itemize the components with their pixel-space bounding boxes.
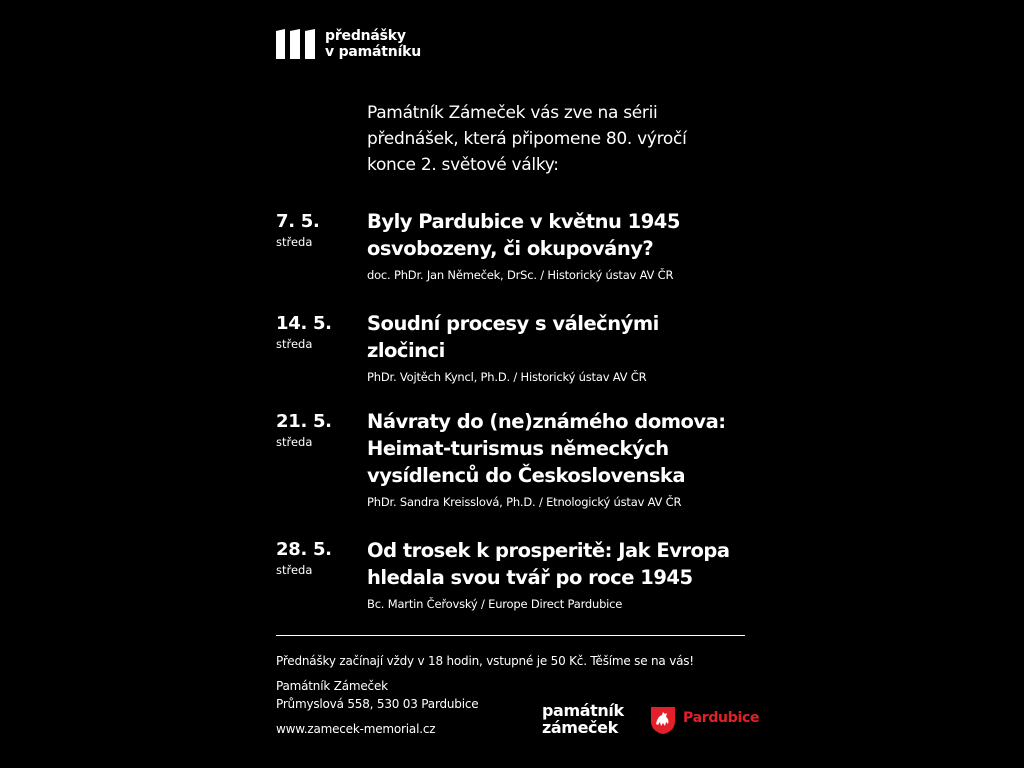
event-date-block [276,411,332,449]
event-date: 28. 5. [276,539,332,560]
event-speaker: Bc. Martin Čeřovský / Europe Direct Pardubice [367,597,623,611]
pamatnik-logo-line1: památník [542,701,624,720]
event-date-block [276,211,320,249]
pamatnik-logo-line2: zámeček [542,718,618,737]
event-title-line: Byly Pardubice v květnu 1945 [367,210,680,233]
event-title-line: Heimat-turismus německých [367,437,669,460]
event-title-line: Od trosek k prosperitě: Jak Evropa [367,539,730,562]
series-logo-line1: přednášky [325,28,406,44]
event-title-line: hledala svou tvář po roce 1945 [367,566,693,589]
event-info [367,408,757,510]
event-speaker: PhDr. Sandra Kreisslová, Ph.D. / Etnologický ústav AV ČR [367,495,682,509]
event-date: 14. 5. [276,313,332,334]
event-info [367,537,757,612]
event-day: středa [276,337,313,351]
venue-name: Památník Zámeček [276,679,388,693]
event-date-block [276,539,332,577]
event-title-line: osvobozeny, či okupovány? [367,237,654,260]
event-info [367,310,757,385]
series-logo-line2: v památníku [325,44,422,60]
event-title-line: Návraty do (ne)známého domova: [367,410,726,433]
event-title-line: vysídlenců do Československa [367,464,686,487]
pardubice-crest-icon [650,706,676,735]
venue-street: Průmyslová 558, 530 03 Pardubice [276,697,479,711]
pardubice-logo-text: Pardubice [683,710,760,726]
event-speaker: doc. PhDr. Jan Němeček, DrSc. / Historický ústav AV ČR [367,268,674,282]
footer-note: Přednášky začínají vždy v 18 hodin, vstupné je 50 Kč. Těšíme se na vás! [276,654,694,668]
lectures-logo-icon [276,29,316,59]
event-speaker: PhDr. Vojtěch Kyncl, Ph.D. / Historický ústav AV ČR [367,370,647,384]
event-title-line: Soudní procesy s válečnými [367,312,659,335]
event-day: středa [276,563,313,577]
event-day: středa [276,435,313,449]
venue-address [276,677,478,713]
event-date: 7. 5. [276,211,320,232]
event-title [367,208,757,262]
event-date-block [276,313,332,351]
pamatnik-zamecek-logo [542,702,624,736]
event-info [367,208,757,283]
event-title [367,537,757,591]
intro-text: Památník Zámeček vás zve na sérii přednášek, která připomene 80. výročí konce 2. světové války: [367,103,687,175]
event-title-line: zločinci [367,339,445,362]
event-title [367,310,757,364]
event-title [367,408,757,489]
event-date: 21. 5. [276,411,332,432]
website-link[interactable]: www.zamecek-memorial.cz [276,722,436,736]
series-logo-text [325,28,421,60]
footer-divider [276,635,745,636]
event-day: středa [276,235,313,249]
